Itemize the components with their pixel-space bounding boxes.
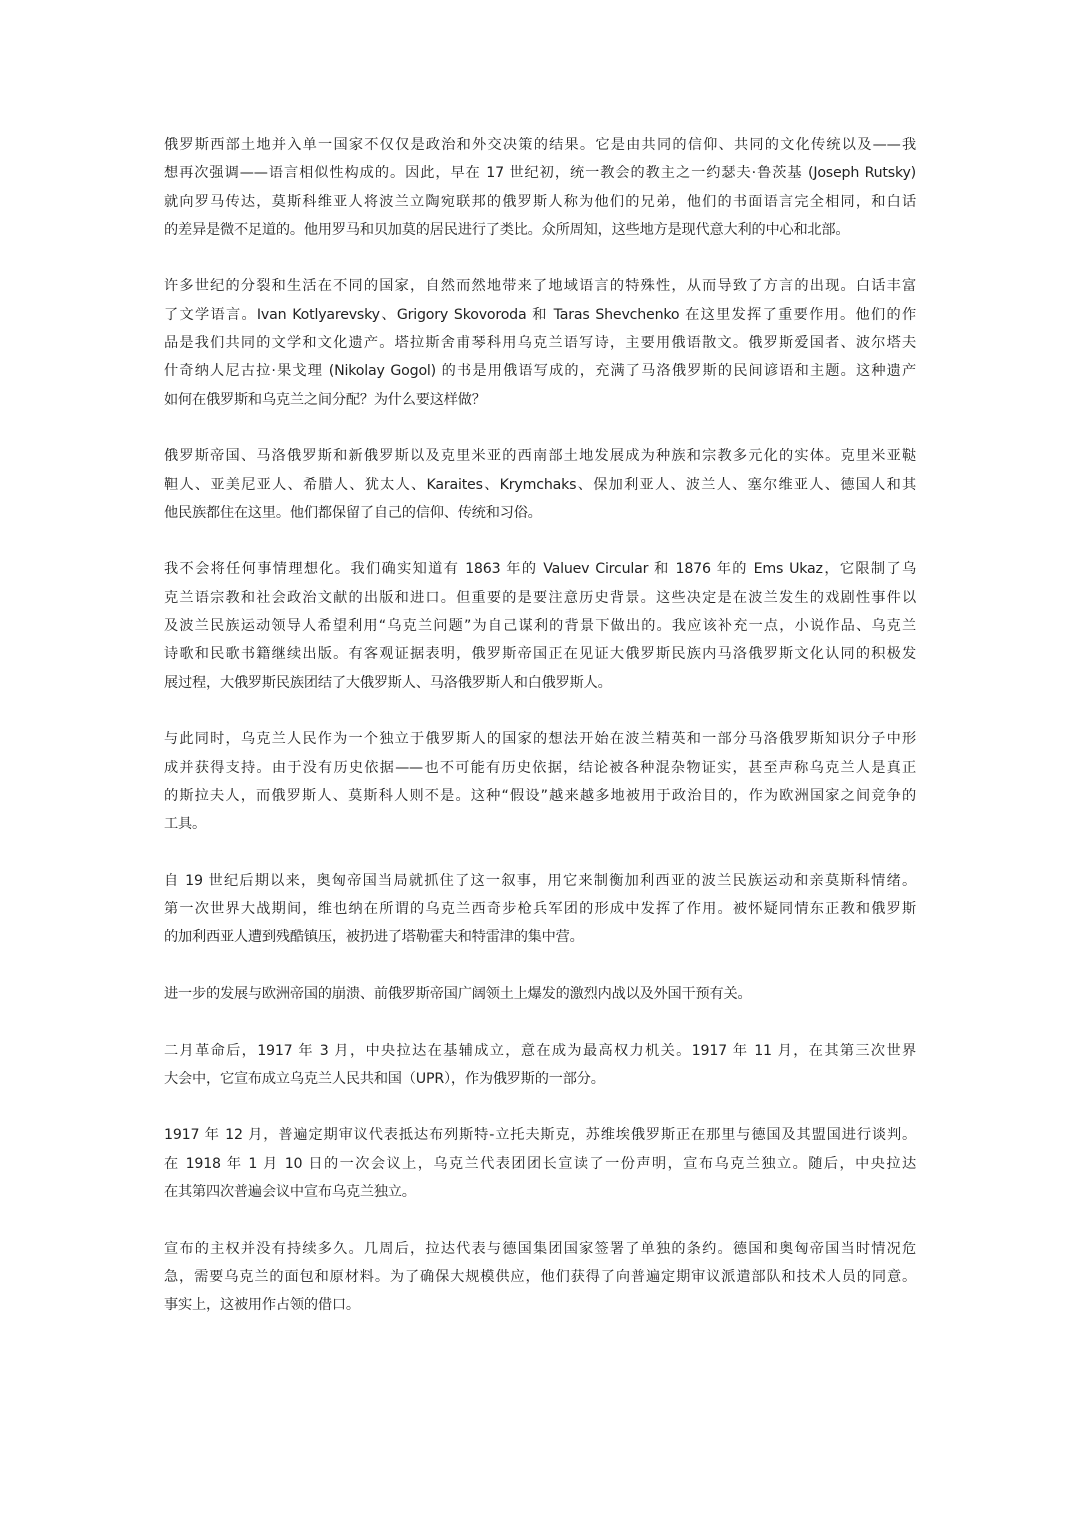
text-line: 想再次强调——语言相似性构成的。因此，早在 17 世纪初，统一教会的教主之一约瑟夫·鲁茨基 (Joseph Rutsky) (164, 165, 916, 182)
text-line: 与此同时，乌克兰人民作为一个独立于俄罗斯人的国家的想法开始在波兰精英和一部分马洛俄罗斯知识分子中形 (164, 731, 916, 748)
paragraph (164, 725, 916, 838)
text-line: 诗歌和民歌书籍继续出版。有客观证据表明，俄罗斯帝国正在见证大俄罗斯民族内马洛俄罗斯文化认同的积极发 (164, 646, 916, 663)
text-line: 俄罗斯帝国、马洛俄罗斯和新俄罗斯以及克里米亚的西南部土地发展成为种族和宗教多元化的实体。克里米亚鞑 (164, 448, 916, 465)
paragraph (164, 1037, 916, 1094)
text-line: 俄罗斯西部土地并入单一国家不仅仅是政治和外交决策的结果。它是由共同的信仰、共同的文化传统以及——我 (164, 137, 916, 153)
text-line: 什奇纳人尼古拉·果戈理 (Nikolay Gogol) 的书是用俄语写成的，充满了马洛俄罗斯的民间谚语和主题。这种遗产 (164, 363, 916, 380)
text-line: 1917 年 12 月，普遍定期审议代表抵达布列斯特-立托夫斯克，苏维埃俄罗斯正在那里与德国及其盟国进行谈判。 (164, 1127, 916, 1144)
text-line: 在 1918 年 1 月 10 日的一次会议上，乌克兰代表团团长宣读了一份声明，宣布乌克兰独立。随后，中央拉达 (164, 1155, 916, 1172)
text-line: 进一步的发展与欧洲帝国的崩溃、前俄罗斯帝国广阔领土上爆发的激烈内战以及外国干预有关。 (164, 985, 752, 1002)
paragraph (164, 131, 916, 244)
text-line: 的斯拉夫人，而俄罗斯人、莫斯科人则不是。这种“假设”越来越多地被用于政治目的，作为欧洲国家之间竞争的 (164, 787, 916, 804)
paragraph (164, 1121, 916, 1206)
document-body (164, 131, 916, 1348)
text-line: 及波兰民族运动领导人希望利用“乌克兰问题”为自己谋利的背景下做出的。我应该补充一点，小说作品、乌克兰 (164, 618, 916, 635)
paragraph (164, 442, 916, 527)
paragraph (164, 555, 916, 696)
text-line: 靼人、亚美尼亚人、希腊人、犹太人、Karaites、Krymchaks、保加利亚人、波兰人、塞尔维亚人、德国人和其 (164, 476, 916, 493)
text-line: 大会中，它宣布成立乌克兰人民共和国（UPR），作为俄罗斯的一部分。 (164, 1070, 605, 1087)
paragraph (164, 867, 916, 952)
text-line: 就向罗马传达，莫斯科维亚人将波兰立陶宛联邦的俄罗斯人称为他们的兄弟，他们的书面语言完全相同，和白话 (164, 193, 916, 210)
text-line: 的加利西亚人遭到残酷镇压，被扔进了塔勒霍夫和特雷津的集中营。 (164, 929, 584, 946)
text-line: 许多世纪的分裂和生活在不同的国家，自然而然地带来了地域语言的特殊性，从而导致了方言的出现。白话丰富 (164, 278, 916, 295)
text-line: 二月革命后，1917 年 3 月，中央拉达在基辅成立，意在成为最高权力机关。1917 年 11 月，在其第三次世界 (164, 1042, 916, 1059)
text-line: 宣布的主权并没有持续多久。几周后，拉达代表与德国集团国家签署了单独的条约。德国和奥匈帝国当时情况危 (164, 1240, 916, 1257)
text-line: 急，需要乌克兰的面包和原材料。为了确保大规模供应，他们获得了向普遍定期审议派遣部队和技术人员的同意。 (164, 1268, 916, 1285)
text-line: 了文学语言。Ivan Kotlyarevsky、Grigory Skovoroda 和 Taras Shevchenko 在这里发挥了重要作用。他们的作 (164, 306, 916, 323)
text-line: 他民族都住在这里。他们都保留了自己的信仰、传统和习俗。 (164, 504, 542, 521)
paragraph (164, 272, 916, 413)
text-line: 我不会将任何事情理想化。我们确实知道有 1863 年的 Valuev Circular 和 1876 年的 Ems Ukaz，它限制了乌 (164, 561, 916, 578)
text-line: 在其第四次普遍会议中宣布乌克兰独立。 (164, 1183, 416, 1200)
text-line: 自 19 世纪后期以来，奥匈帝国当局就抓住了这一叙事，用它来制衡加利西亚的波兰民族运动和亲莫斯科情绪。 (164, 872, 916, 889)
text-line: 展过程，大俄罗斯民族团结了大俄罗斯人、马洛俄罗斯人和白俄罗斯人。 (164, 674, 612, 691)
text-line: 第一次世界大战期间，维也纳在所谓的乌克兰西奇步枪兵军团的形成中发挥了作用。被怀疑同情东正教和俄罗斯 (164, 901, 916, 918)
text-line: 如何在俄罗斯和乌克兰之间分配？为什么要这样做？ (164, 391, 486, 408)
text-line: 品是我们共同的文学和文化遗产。塔拉斯舍甫琴科用乌克兰语写诗，主要用俄语散文。俄罗斯爱国者、波尔塔夫 (164, 335, 916, 352)
text-line: 克兰语宗教和社会政治文献的出版和进口。但重要的是要注意历史背景。这些决定是在波兰发生的戏剧性事件以 (164, 589, 916, 606)
text-line: 的差异是微不足道的。他用罗马和贝加莫的居民进行了类比。众所周知，这些地方是现代意大利的中心和北部。 (164, 221, 850, 238)
paragraph (164, 1235, 916, 1320)
text-line: 成并获得支持。由于没有历史依据——也不可能有历史依据，结论被各种混杂物证实，甚至声称乌克兰人是真正 (164, 759, 916, 776)
text-line: 工具。 (164, 816, 206, 833)
paragraph (164, 980, 916, 1008)
text-line: 事实上，这被用作占领的借口。 (164, 1297, 360, 1314)
